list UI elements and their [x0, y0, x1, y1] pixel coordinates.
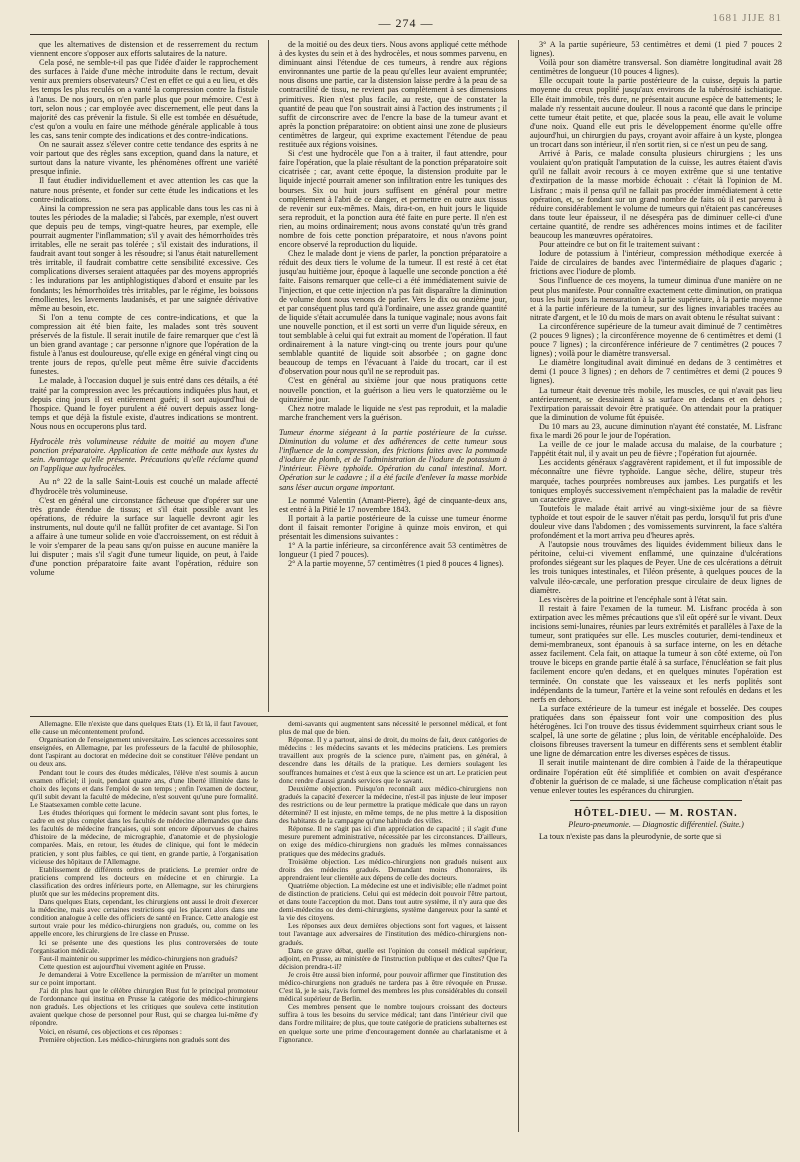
paragraph: de la moitié ou des deux tiers. Nous avons appliqué cette méthode à des kystes du sein et à des hydrocèles, et nous sommes parvenu, en diminuant ainsi l'étendue de ces tumeurs, à rendre aux régions environnantes une partie de la peau qu'elles leur avaient empruntée; nous disons une partie, car la distension laisse perdre à la peau de sa contractilité de tissu, ne revient pas complètement à ses dimensions primitives. Rien n'est plus facile, au reste, que de constater la quantité de peau que l'on soustrait ainsi à l'action des instruments ; il suffit de circonscrire avec de l'encre la base de la tumeur avant et après la ponction préparatoire: on obtient ainsi une zone de plusieurs centimètres de largeur, qui exprime exactement l'étendue de peau restituée aux régions voisines.: [279, 40, 507, 150]
paragraph: La veille de ce jour le malade accusa du malaise, de la courbature ; l'appétit était nul, il y avait un peu de fièvre ; l'opération fut ajournée.: [530, 440, 782, 459]
paragraph: Le nommé Valentin (Amant-Pierre), âgé de cinquante-deux ans, est entré à la Pitié le 17 novembre 1843.: [279, 495, 507, 514]
paragraph: Si c'est une hydrocèle que l'on a à traiter, il faut attendre, pour faire l'opération, que la plaie résultant de la ponction préparatoire soit cicatrisée ; car, avant cette époque, la distension produite par le liquide injecté pourrait amener son infiltration entre les tuniques des bourses. Six ou huit jours suffisent en général pour mettre complètement à l'abri de ce danger, et permettre en outre aux tissus de revenir sur eux-mêmes. Mais, dira-t-on, en huit jours le liquide sera reproduit, et la ponction aura été faite en pure perte. Il n'en est rien, au moins ordinairement; nous avons constaté qu'un très grand nombre de fois cette ponction préparatoire, et nous n'avons point encore observé la reproduction du liquide.: [279, 149, 507, 250]
section-separator: [570, 800, 742, 801]
paragraph: 1° A la partie inférieure, sa circonférence avait 53 centimètres de longueur (1 pied 7 pouces).: [279, 541, 507, 560]
paragraph: Chez notre malade le liquide ne s'est pas reproduit, et la maladie marche franchement vers la guérison.: [279, 403, 507, 422]
paragraph: Arrivé à Paris, ce malade consulta plusieurs chirurgiens ; les uns voulaient qu'on pratiquât l'amputation de la cuisse, les autres étaient d'avis qu'il ne fallait avoir recours à ce moyen extrême que si une tentative d'extirpation de la masse morbide échouait : c'était là l'opinion de M. Lisfranc ; mais il pensa qu'il ne fallait pas procéder immédiatement à cette opération, et, se fondant sur un grand nombre de faits où il est parvenu à réduire considérablement le volume de tumeurs qui n'étaient pas cancéreuses dans toute leur épaisseur, il ne désespéra pas de diminuer celle-ci d'une certaine quantité, de rendre ses adhérences moins intimes et de faciliter beaucoup les manœuvres opératoires.: [530, 149, 782, 240]
paragraph: Dans quelques Etats, cependant, les chirurgiens ont aussi le droit d'exercer la médecine, mais avec certaines restrictions qui les placent alors dans une condition analogue à celle des officiers de santé en France. Cette analogie est surtout vraie pour les médico-chirurgiens non gradués, ou, comme on les appelle encore, les chirurgiens de 1re classe en Prusse.: [30, 897, 258, 939]
paragraph: Faut-il maintenir ou supprimer les médico-chirurgiens non gradués?: [39, 953, 238, 963]
paragraph: Allemagne. Elle n'existe que dans quelques Etats (1). Et là, il faut l'avouer, elle cause un mécontentement profond.: [30, 720, 258, 737]
col1-paragraphs: [30, 40, 258, 431]
paragraph: Dans ce grave débat, quelle est l'opinion du conseil médical supérieur, adjoint, en Prusse, au ministère de l'instruction publique et des cultes? Que l'a décision prendra-t-il?: [279, 945, 507, 971]
feuilleton-column-1: [30, 720, 258, 1132]
paragraph: Elle occupait toute la partie postérieure de la cuisse, depuis la partie moyenne du creux poplité jusqu'aux environs de la tubérosité ischiatique. Elle était immobile, très dure, ne présentait aucune espèce de battements; le malade n'y ressentait aucune douleur. Il nous a raconté que dans le principe cette tumeur était petite, et que, placée sous la peau, elle avait le volume d'une noix. Quand elle eut pris le développement énorme qu'elle offre aujourd'hui, un chirurgien du pays, croyant avoir affaire à un kyste, plongea un trocart dans son intérieur, il n'en sortit rien, si ce n'est un peu de sang.: [530, 76, 782, 150]
paragraph: Chez le malade dont je viens de parler, la ponction préparatoire a réduit des deux tiers le volume de la tumeur. Il est resté à cet état jusqu'au huitième jour, époque à laquelle une seconde ponction a été faite. Faisons remarquer que celle-ci a été immédiatement suivie de l'injection, et que cette injection n'a pas fait disparaître la diminution de volume dont nous venons de parler. Vers le dix ou onzième jour, et par conséquent plus tard qu'à l'ordinaire, une assez grande quantité de liquide s'était accumulée dans la tunique vaginale; nous avons fait une nouvelle ponction, et il est sorti un verre d'un liquide séreux, en tout semblable à celui qui fut extrait au moment de l'opération. Il faut ordinairement à la nature vingt-cinq ou trente jours pour qu'une semblable quantité de liquide soit absorbée ; on gagne donc beaucoup de temps en l'évacuant à l'aide du trocart, car il est d'observation pour nous qu'il ne se reproduit pas.: [279, 249, 507, 377]
paragraph: Sous l'influence de ces moyens, la tumeur diminua d'une manière on ne peut plus manifeste. Pour connaître exactement cette diminution, on pratiqua tous les huit jours la mensuration à la partie supérieure, à la partie moyenne et à la partie inférieure de la tumeur, sur des lignes invariables tracées au nitrate d'argent, et le 10 du mois de mars on avait obtenu le résultat suivant :: [530, 276, 782, 322]
paragraph: Réponse. Il y a partout, ainsi de droit, du moins de fait, deux catégories de médecins : les médecins savants et les médecins praticiens. Les premiers travaillent aux progrès de la science pure, n'aiment pas, en général, à descendre dans les détails de la pratique. Les derniers soulagent les souffrances humaines et c'est à eux que la science est un art. Le praticien peut donc rendre d'aussi grands services que le savant.: [279, 735, 507, 785]
paragraph: La toux n'existe pas dans la pleurodynie, de sorte que si: [539, 831, 722, 841]
paragraph: Quatrième objection. La médecine est une et indivisible; elle n'admet point de distinction de praticiens. Celui qui est médecin doit pouvoir l'être partout, et dans toute l'acception du mot. Dans tout autre système, il n'y aura que des demi-médecins ou des demi-chirurgiens, système dangereux pour la santé et la vie des citoyens.: [279, 880, 507, 923]
paragraph: A l'autopsie nous trouvâmes des liquides évidemment bilieux dans le péritoine, celui-ci vivement enflammé, une quinzaine d'ulcérations profondes siégeant sur les plaques de Peyer. Une de ces ulcérations a détruit les trois tuniques intestinales, et l'iléon présente, à quelques pouces de la valvule iléo-cæcale, une perforation presque circulaire de deux lignes de diamètre.: [530, 540, 782, 595]
paragraph: Il faut étudier individuellement et avec attention les cas que la nature nous présente, et fonder sur cette étude les indications et les contre-indications.: [30, 176, 258, 204]
section-summary: Hydrocèle très volumineuse réduite de moitié au moyen d'une ponction préparatoire. Application de cette méthode aux kystes du sein. Avantage qu'elle présente. Précautions qu'elle réclame quand on l'applique aux hydrocèles.: [30, 437, 258, 474]
paragraph: On ne saurait assez s'élever contre cette tendance des esprits à ne voir partout que des règles sans exception, quand dans la nature, et surtout dans la nature vivante, les phénomènes offrent une variété presque infinie.: [30, 140, 258, 177]
paragraph: Du 10 mars au 23, aucune diminution n'ayant été constatée, M. Lisfranc fixa le mardi 26 pour le jour de l'opération.: [530, 421, 782, 441]
paragraph: Il restait à faire l'examen de la tumeur. M. Lisfranc procéda à son extirpation avec les mêmes précautions que s'il eût opéré sur le vivant. Deux incisions semi-lunaires, réunies par leurs extrémités et parallèles à l'axe de la tumeur, sont pratiquées sur elle. Les muscles couturier, demi-tendineux et demi-membraneux, sont épanouis à sa surface interne, on les en détache assez facilement. Cela fait, on attaque la tumeur à son côté externe, où l'on trouve le biceps en grande partie étalé à sa surface, l'énucléation se fait plus facilement encore qu'en dedans, et en quelques minutes l'opération est terminée. On constate que les vaisseaux et les nerfs poplités sont indépendants de la tumeur, l'artère et la veine sont refoulés en dedans et les nerfs en dehors.: [530, 603, 782, 704]
paragraph: Pour atteindre ce but on fit le traitement suivant :: [539, 240, 700, 250]
paragraph: Les réponses aux deux dernières objections sont fort vagues, et laissent tout l'avantage aux adversaires de l'institution des médico-chirurgiens non-gradués.: [279, 921, 507, 947]
column-divider: [268, 40, 269, 712]
paragraph: Le malade, à l'occasion duquel je suis entré dans ces détails, a été traité par la compression avec les précautions indiquées plus haut, et depuis cinq jours il est entièrement guéri; il sort aujourd'hui de l'hospice. Quand le foyer purulent a été ouvert depuis assez long-temps et que déjà la fistule existe, d'autres indications se montrent. Nous nous en occuperons plus tard.: [30, 376, 258, 431]
page-number: — 274 —: [378, 16, 434, 30]
paragraph: Toutefois le malade était arrivé au vingt-sixième jour de sa fièvre typhoïde et tout espoir de le sauver n'était pas perdu, lorsqu'il fut pris d'une douleur vive dans l'abdomen ; des vomissements survinrent, la face s'altéra profondément et la mort arriva peu d'heures après.: [530, 503, 782, 541]
paragraph: Première objection. Les médico-chirurgiens non gradués sont des: [39, 1034, 230, 1044]
paragraph: Ces membres pensent que le nombre toujours croissant des docteurs suffira à tous les besoins du service médical; tant dans l'intérieur civil que dans l'ordre militaire; de plus, que toute catégorie de praticiens subalternes est en quelque sorte une prime d'encouragement donnée au charlatanisme et à l'ignorance.: [279, 1002, 507, 1044]
column-2: [279, 40, 507, 712]
column-divider: [518, 40, 519, 1132]
paragraph: Etablissement de différents ordres de praticiens. Le premier ordre de praticiens comprend les docteurs en médecine et en chirurgie. La classification des ordres inférieurs porte, en Allemagne, sur les chirurgiens plutôt que sur les médecins proprement dits.: [30, 864, 258, 898]
paragraph: Il serait inutile maintenant de dire combien à l'aide de la thérapeutique ordinaire l'opération eût été simplifiée et combien on avait d'espérance d'obtenir la guérison de ce malade, si une fâcheuse complication n'était pas venue enlever toutes les espérances du chirurgien.: [530, 758, 782, 795]
paragraph: Il portait à la partie postérieure de la cuisse une tumeur énorme dont il faisait remonter l'origine à quinze mois environ, et qui présentait les dimensions suivantes :: [279, 513, 507, 541]
paragraph: Les viscères de la poitrine et l'encéphale sont à l'état sain.: [539, 594, 728, 604]
paragraph: Organisation de l'enseignement universitaire. Les sciences accessoires sont enseignées, en Allemagne, par les professeurs de la faculté de philosophie, dont l'aspirant au doctorat en médecine doit se constituer l'élève pendant un ou deux ans.: [30, 735, 258, 769]
paragraph: Troisième objection. Les médico-chirurgiens non gradués nuisent aux droits des médecins gradués. Demandant moins d'honoraires, ils apprendraient leur clientèle aux dépens de celle des docteurs.: [279, 856, 507, 882]
paragraph: Ici se présente une des questions les plus controversées de toute l'organisation médicale.: [30, 937, 258, 955]
paragraph: Réponse. Il ne s'agit pas ici d'un appréciation de capacité ; il s'agit d'une mesure purement administrative, nécessitée par les circonstances. D'ailleurs, on exige des médico-chirurgiens non gradués les mêmes connaissances pratiques que des médecins gradués.: [279, 824, 507, 858]
paragraph: Iodure de potassium à l'intérieur, compression méthodique exercée à l'aide de circulaires de bandes avec l'intermédiaire de plaques d'agaric ; frictions avec l'iodure de plomb.: [530, 249, 782, 277]
paragraph: J'ai dit plus haut que le célèbre chirurgien Rust fut le principal promoteur de l'ordonnance qui institua en Prusse la catégorie des médico-chirurgiens non gradués. Les objections et les critiques que souleva cette institution avaient quelque chose de personnel pour Rust, qui se chargea lui-même d'y répondre.: [30, 986, 258, 1028]
column-3: [530, 40, 782, 1132]
paragraph: Au n° 22 de la salle Saint-Louis est couché un malade affecté d'hydrocèle très volumineuse.: [30, 477, 258, 496]
paragraph: La surface extérieure de la tumeur est inégale et bosselée. Des coupes pratiquées dans son épaisseur font voir une composition des plus hétérogènes. Ici l'on trouve des tissus évidemment squirrheux criant sous le scalpel, là une sorte de gélatine ; plus loin, de véritable encéphaloïde. Des cloisons fibreuses traversent la tumeur en différents sens et semblent établir une ligne de démarcation entre les diverses espèces de tissus.: [530, 703, 782, 759]
feuilleton-rule: [30, 716, 508, 717]
paragraph: La tumeur était devenue très mobile, les muscles, ce qui n'avait pas lieu antérieurement, se dessinaient à sa surface en dedans et en dehors ; l'extirpation paraissait devoir être pratiquée. On attendait pour la pratiquer que la diminution de volume fût épuisée.: [530, 385, 782, 422]
paragraph: Je demanderai à Votre Excellence la permission de m'arrêter un moment sur ce point important.: [30, 969, 258, 987]
paragraph: demi-savants qui augmentent sans nécessité le personnel médical, et font plus de mal que de bien.: [279, 720, 507, 737]
feuilleton-column-2: [279, 720, 507, 1132]
section-summary: Tumeur énorme siégeant à la partie postérieure de la cuisse. Diminution du volume et des adhérences de cette tumeur sous l'influence de la compression, des frictions faites avec la pommade d'iodure de plomb, et de l'administration de l'iodure de potassium à l'intérieur. Fièvre typhoïde. Opération du canal intestinal. Mort. Opération sur le cadavre ; il a été facile d'enlever la masse morbide sans léser aucun organe important.: [279, 427, 507, 492]
paragraph: Cette question est aujourd'hui vivement agitée en Prusse.: [39, 961, 206, 971]
paragraph: Je crois être aussi bien informé, pour pouvoir affirmer que l'institution des médico-chirurgiens non gradués ne tardera pas à être révoquée en Prusse. C'est là, je le sais, l'avis formel des membres les plus considérables du conseil médical supérieur de Berlin.: [279, 969, 507, 1004]
paragraph: Deuxième objection. Puisqu'on reconnaît aux médico-chirurgiens non gradués la capacité d'exercer la médecine, n'est-il pas injuste de leur imposer des restrictions ou de leur permettre la pratique médicale que dans un rayon déterminé? Il est injuste, en même temps, de ne plus mettre à la disposition des habitants de la campagne qu'une habitude des villes.: [279, 783, 507, 826]
paragraph: Si l'on a tenu compte de ces contre-indications, et que la compression ait été bien faite, les malades sont très souvent préservés de la fistule. Il serait inutile de faire remarquer que c'est là un bien grand avantage ; car personne n'ignore que l'opération de la fistule à l'anus est douloureuse, qu'elle exige en général vingt cinq ou trente jours de repos, qu'elle peut même être suivie d'accidents funestes.: [30, 312, 258, 377]
paragraph: Cela posé, ne semble-t-il pas que l'idée d'aider le rapprochement des surfaces à l'aide d'une mèche introduite dans le rectum, devait venir aux premiers observateurs? C'est en effet ce qui a eu lieu, et dès les temps les plus reculés on a vanté la compression contre la fistule à l'anus. De nos jours, on n'en parle plus que pour mémoire. C'est à tort, selon nous ; car employée avec discernement, elle peut dans la majorité des cas prévenir la fistule. Si elle est tombée en désuétude, c'est qu'on a voulu en faire une méthode générale applicable à tous les cas, sans tenir compte des indications et des contre-indications.: [30, 58, 258, 140]
paragraph: C'est en général une circonstance fâcheuse que d'opérer sur une très grande étendue de tissus; et s'il était possible avant les opérations, de réduire la surface sur laquelle devront agir les instruments, nul doute qu'il ne fallût profiter de cet avantage. Si l'on a affaire à une tumeur solide en voie d'accroissement, on est réduit à le voir s'emparer de la peau sans qu'on puisse en aucune manière la lui disputer ; mais s'il s'agit d'une tumeur liquide, on peut, à l'aide d'une ponction préparatoire faite avant l'opération, réduire son volume: [30, 495, 258, 578]
header-stamp: 1681 JIJE 81: [712, 12, 782, 24]
paragraph: 2° A la partie moyenne, 57 centimètres (1 pied 8 pouces 4 lignes).: [288, 559, 504, 569]
header-rule: [30, 34, 782, 35]
paragraph: que les alternatives de distension et de resserrement du rectum viennent encore s'opposer aux efforts salutaires de la nature.: [30, 40, 258, 59]
paragraph: Ainsi la compression ne sera pas applicable dans tous les cas ni à toutes les périodes de la maladie; si l'abcès, par exemple, n'est ouvert que depuis peu de temps, vingt-quatre heures, par exemple, elle pourrait augmenter l'inflammation; s'il y avait des hémorrhoïdes très irritables, elle ne serait pas tolérée ; s'il existait des indurations, il faudrait avant tout songer à les résoudre; si l'anus était naturellement très irritable, il faudrait combattre cette sensibilité excessive. Ces complications diverses seraient attaquées par des moyens appropriés : les indurations par les antiphlogistiques d'abord et ensuite par les fondants; les hémorrhoïdes très irritables, par le régime, les boissons émollientes, les lavements laudanisés, et par une saignée dérivative même au besoin, etc.: [30, 203, 258, 313]
paragraph: Les études théoriques qui forment le médecin savant sont plus fortes, le cadre en est plus complet dans les facultés de médecine allemandes que dans les facultés de médecine françaises, qui sont encore dépourvues de chaires d'histoire de la médecine, de micrographie, d'anatomie et de physiologie comparées. Mais, en retour, les études de clinique, qui font le médecin praticien, y sont plus faibles, ce qui tient, en grande partie, à l'organisation vicieuse des hôpitaux de l'Allemagne.: [30, 808, 258, 866]
paragraph: La circonférence supérieure de la tumeur avait diminué de 7 centimètres (2 pouces 9 lignes) ; la circonférence moyenne de 6 centimètres et demi (1 pouce 7 lignes) ; la circonférence inférieure de 7 centimètres (2 pouces 7 lignes) ; voilà pour le diamètre transversal.: [530, 321, 782, 359]
paragraph: Le diamètre longitudinal avait diminué en dedans de 3 centimètres et demi (1 pouce 3 lignes) ; en dehors de 7 centimètres et demi (2 pouces 9 lignes).: [530, 358, 782, 386]
paragraph: Les accidents généraux s'aggravèrent rapidement, et il fut impossible de méconnaître une fièvre typhoïde. Langue sèche, délire, stupeur très marquée, taches pourprées nombreuses aux jambes. Les purgatifs et les toniques employés successivement n'empêchaient pas la maladie de revêtir un caractère grave.: [530, 458, 782, 504]
paragraph: Voici, en résumé, ces objections et ces réponses :: [39, 1026, 182, 1036]
section-title: HÔTEL-DIEU. — M. ROSTAN.: [574, 807, 738, 819]
section-subtitle: Pleuro-pneumonie. — Diagnostic différentiel. (Suite.): [568, 819, 744, 829]
paragraph: C'est en général au sixième jour que nous pratiquons cette nouvelle ponction, et la guérison a lieu vers le quatorzième ou le quinzième jour.: [279, 376, 507, 404]
paragraph: 3° A la partie supérieure, 53 centimètres et demi (1 pied 7 pouces 2 lignes).: [530, 40, 782, 59]
paragraph: Voilà pour son diamètre transversal. Son diamètre longitudinal avait 28 centimètres de longueur (10 pouces 4 lignes).: [530, 58, 782, 77]
paragraph: Pendant tout le cours des études médicales, l'élève n'est soumis à aucun examen officiel; il jouit, pendant quatre ans, d'une liberté illimitée dans le choix des leçons et dans l'emploi de son temps ; enfin l'examen de docteur, qu'il subit devant la faculté de médecine, n'est souvent qu'une pure formalité. Le Staatsexamen comble cette lacune.: [30, 767, 258, 809]
column-1: [30, 40, 258, 712]
